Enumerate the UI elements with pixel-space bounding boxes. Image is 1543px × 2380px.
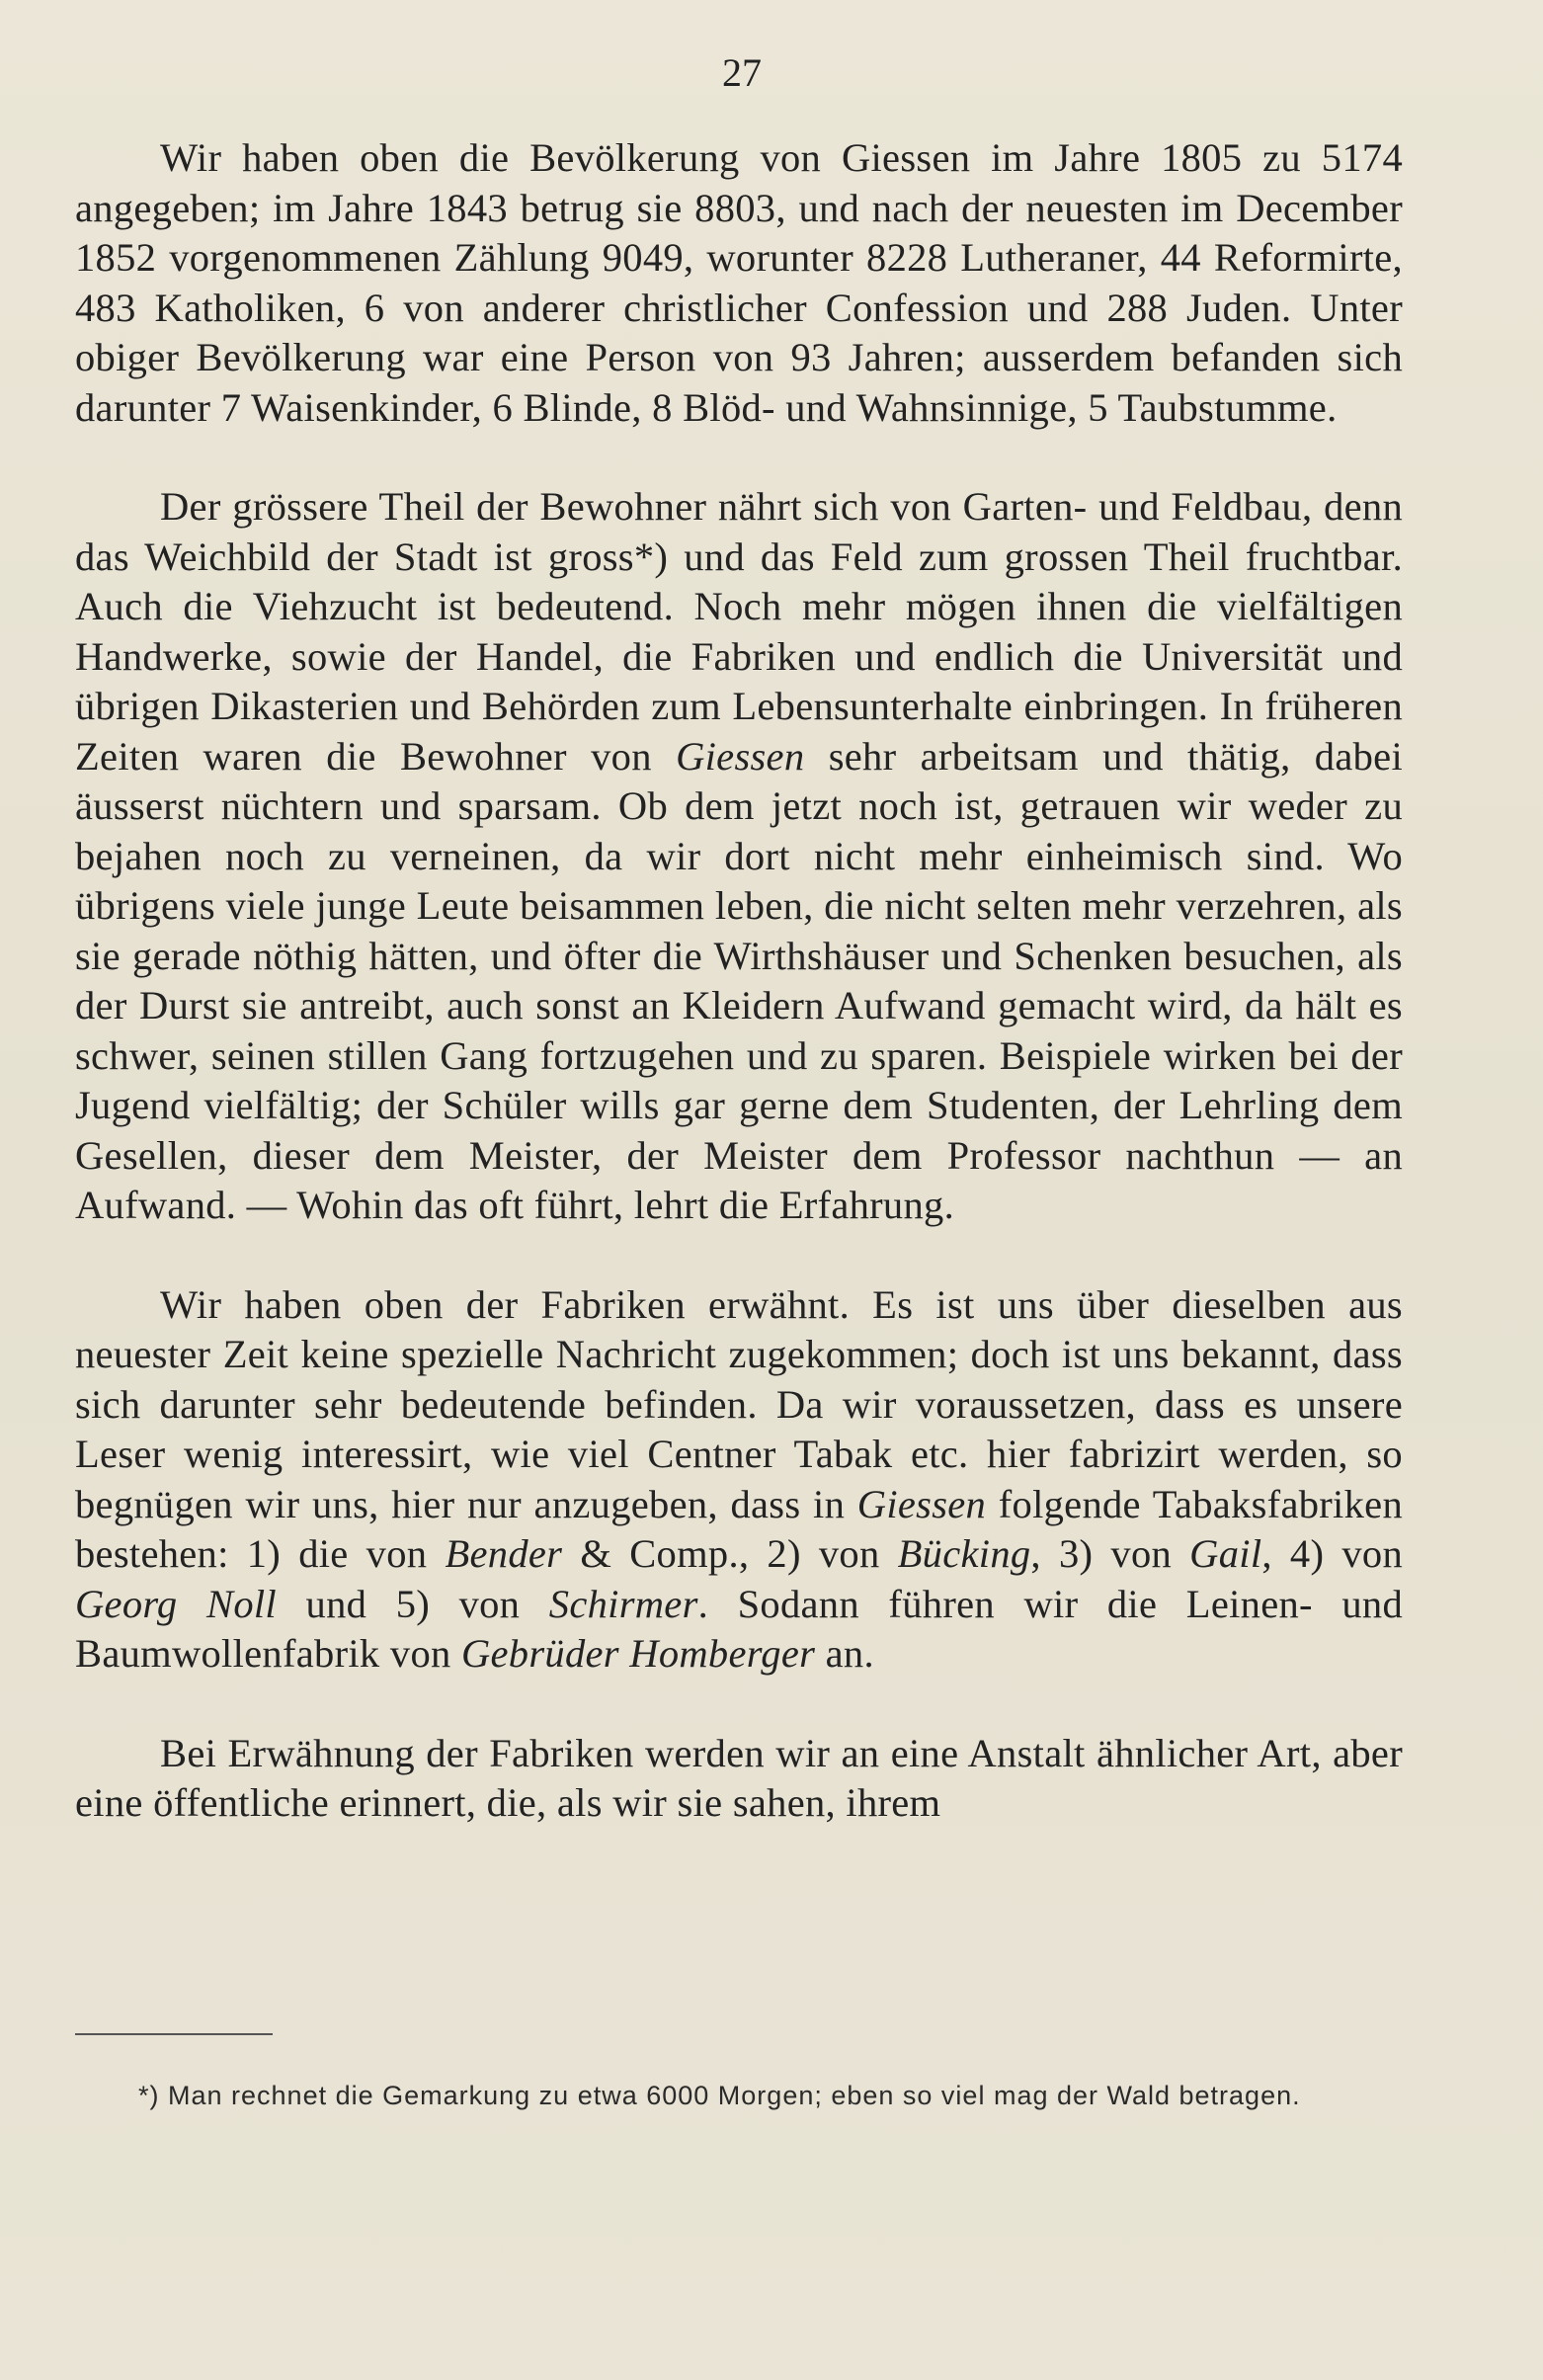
text-span: und das Feld zum grossen Theil fruchtbar. Auch die Viehzucht ist bedeutend. Noch mehr mögen ihnen die vielfältigen Handwerke, sowie der Handel, die Fabriken und endlich die Universität und übrigen Dikasterien und Behörden zum Lebensunterhalte einbringen. In früheren Zeiten waren die Bewohner von bbox=[75, 533, 1404, 779]
footnote-reference: *) bbox=[633, 533, 669, 579]
factory-name: Schirmer bbox=[548, 1581, 698, 1626]
footnote-text: Man rechnet die Gemarkung zu etwa 6000 Morgen; eben so viel mag der Wald betragen. bbox=[159, 2081, 1301, 2110]
footnote bbox=[75, 2075, 1409, 2117]
text-span: sehr arbeitsam und thätig, dabei äusserst nüchtern und sparsam. Ob dem jetzt noch ist, getrauen wir weder zu bejahen noch zu verneinen, da wir dort nicht mehr einheimisch sind. Wo übrigens viele junge Leute beisammen leben, die nicht selten mehr verzehren, als sie gerade nöthig hätten, und öfter die Wirthshäuser und Schenken besuchen, als der Durst sie antreibt, auch sonst an Kleidern Aufwand gemacht wird, da hält es schwer, seinen stillen Gang fortzugehen und zu sparen. Beispiele wirken bei der Jugend vielfältig; der Schüler wills gar gerne dem Studenten, der Lehrling dem Gesellen, dieser dem Meister, der Meister dem Professor nachthun — an Aufwand. — Wohin das oft führt, lehrt die Erfahrung. bbox=[75, 733, 1403, 1227]
text-span: & Comp., 2) von bbox=[562, 1531, 898, 1576]
footnote-marker: *) bbox=[138, 2081, 160, 2110]
body-text bbox=[75, 133, 1403, 1829]
text-span: , 3) von bbox=[1030, 1531, 1190, 1576]
paragraph-institution: Bei Erwähnung der Fabriken werden wir an eine Anstalt ähnlicher Art, aber eine öffentliche erinnert, die, als wir sie sahen, ihrem bbox=[75, 1730, 1403, 1825]
text-span: und 5) von bbox=[276, 1581, 549, 1626]
page-number: 27 bbox=[722, 50, 762, 95]
text-span: Wir haben oben der Fabriken erwähnt. Es ist uns über dieselben aus neuester Zeit keine spezielle Nachricht zugekommen; doch ist uns bekannt, dass sich darunter sehr bedeutende befinden. Da wir voraussetzen, dass es unsere Leser wenig interessirt, wie viel Centner Tabak etc. hier fabrizirt werden, so begnügen wir uns, hier nur anzugeben, dass in bbox=[75, 1281, 1403, 1526]
factory-name: Bender bbox=[445, 1531, 563, 1576]
factory-name: Gail bbox=[1189, 1531, 1262, 1576]
text-span: , 4) von bbox=[1261, 1531, 1404, 1576]
factory-name: Georg Noll bbox=[75, 1581, 277, 1626]
text-span: folgende Tabaksfabriken bestehen: 1) die von bbox=[75, 1481, 1403, 1576]
city-name: Giessen bbox=[856, 1481, 987, 1526]
footnote-divider bbox=[75, 2033, 273, 2035]
city-name: Giessen bbox=[676, 733, 805, 779]
text-span: Der grössere Theil der Bewohner nährt sich von Garten- und Feldbau, denn das Weichbild der Stadt ist gross bbox=[75, 484, 1403, 579]
paragraph-population: Wir haben oben die Bevölkerung von Giessen im Jahre 1805 zu 5174 angegeben; im Jahre 1843 betrug sie 8803, und nach der neuesten im December 1852 vorgenommenen Zählung 9049, worunter 8228 Lutheraner, 44 Reformirte, 483 Katholiken, 6 von anderer christlicher Confession und 288 Juden. Unter obiger Bevölkerung war eine Person von 93 Jahren; ausserdem befanden sich darunter 7 Waisenkinder, 6 Blinde, 8 Blöd- und Wahnsinnige, 5 Taubstumme. bbox=[75, 135, 1403, 430]
factory-name: Gebrüder Homberger bbox=[460, 1631, 816, 1676]
text-span: . Sodann führen wir die Leinen- und Baumwollenfabrik von bbox=[75, 1581, 1404, 1676]
text-span: an. bbox=[815, 1631, 874, 1676]
paragraph-factories bbox=[75, 1280, 1403, 1680]
factory-name: Bücking bbox=[897, 1531, 1031, 1576]
paragraph-inhabitants bbox=[75, 482, 1403, 1231]
